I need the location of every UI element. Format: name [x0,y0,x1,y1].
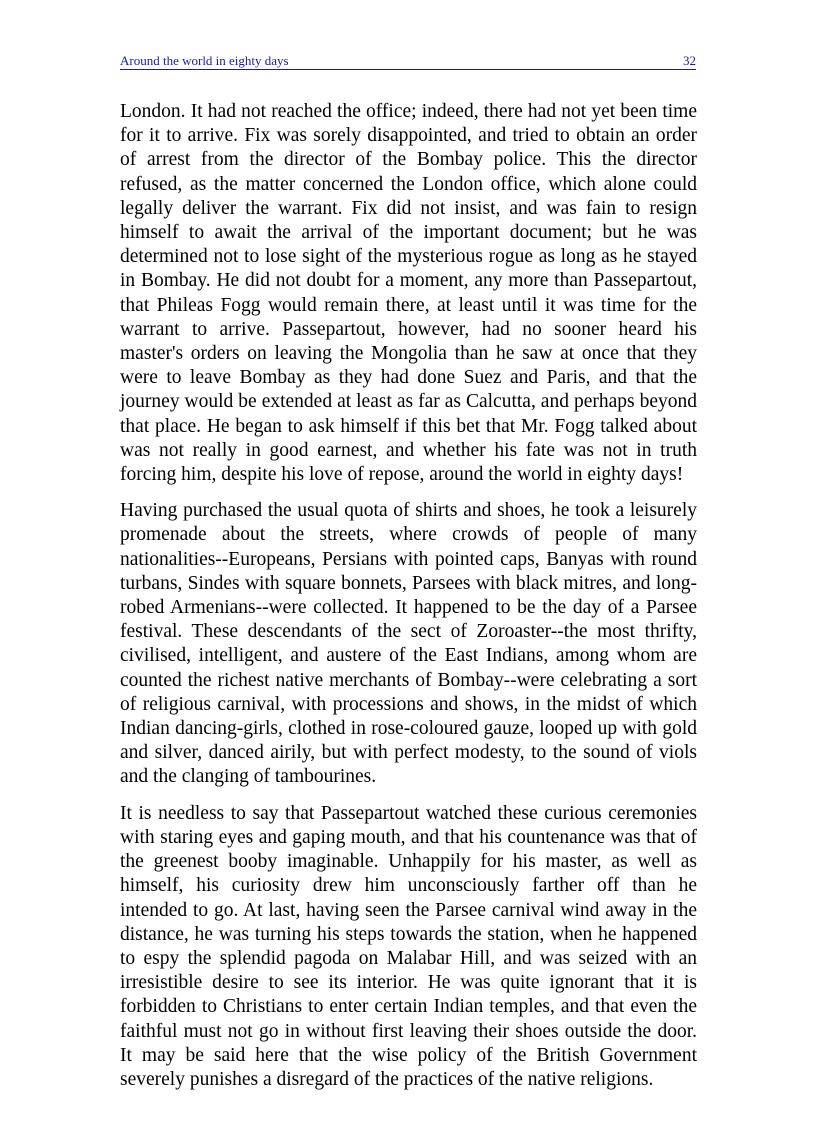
page-number: 32 [683,53,696,68]
paragraph: It is needless to say that Passepartout watched these curious ceremonies with staring eyes and gaping mouth, and that his countenance was that of the greenest booby imaginable. Unhappily for his master, as well as himself, his curiosity drew him unconsciously farther off than he intended to go. At last, having seen the Parsee carnival wind away in the distance, he was turning his steps towards the station, when he happened to espy the splendid pagoda on Malabar Hill, and was seized with an irresistible desire to see its interior. He was quite ignorant that it is forbidden to Christians to enter certain Indian temples, and that even the faithful must not go in without first leaving their shoes outside the door. It may be said here that the wise policy of the British Government severely punishes a disregard of the practices of the native religions. [120,802,697,1090]
page-body [120,100,697,1104]
running-title: Around the world in eighty days [120,53,289,68]
paragraph: Having purchased the usual quota of shirts and shoes, he took a leisurely promenade about the streets, where crowds of people of many nationalities--Europeans, Persians with pointed caps, Banyas with round turbans, Sindes with square bonnets, Parsees with black mitres, and long-robed Armenians--were collected. It happened to be the day of a Parsee festival. These descendants of the sect of Zoroaster--the most thrifty, civilised, intelligent, and austere of the East Indians, among whom are counted the richest native merchants of Bombay--were celebrating a sort of religious carnival, with processions and shows, in the midst of which Indian dancing-girls, clothed in rose-coloured gauze, looped up with gold and silver, danced airily, but with perfect modesty, to the sound of viols and the clanging of tambourines. [120,500,697,788]
page-header [120,53,696,70]
paragraph: London. It had not reached the office; indeed, there had not yet been time for it to arrive. Fix was sorely disappointed, and tried to obtain an order of arrest from the director of the Bombay police. This the director refused, as the matter concerned the London office, which alone could legally deliver the warrant. Fix did not insist, and was fain to resign himself to await the arrival of the important document; but he was determined not to lose sight of the mysterious rogue as long as he stayed in Bombay. He did not doubt for a moment, any more than Passepartout, that Phileas Fogg would remain there, at least until it was time for the warrant to arrive. Passepartout, however, had no sooner heard his master's orders on leaving the Mongolia than he saw at once that they were to leave Bombay as they had done Suez and Paris, and that the journey would be extended at least as far as Calcutta, and perhaps beyond that place. He began to ask himself if this bet that Mr. Fogg talked about was not really in good earnest, and whether his fate was not in truth forcing him, despite his love of repose, around the world in eighty days! [120,101,697,486]
